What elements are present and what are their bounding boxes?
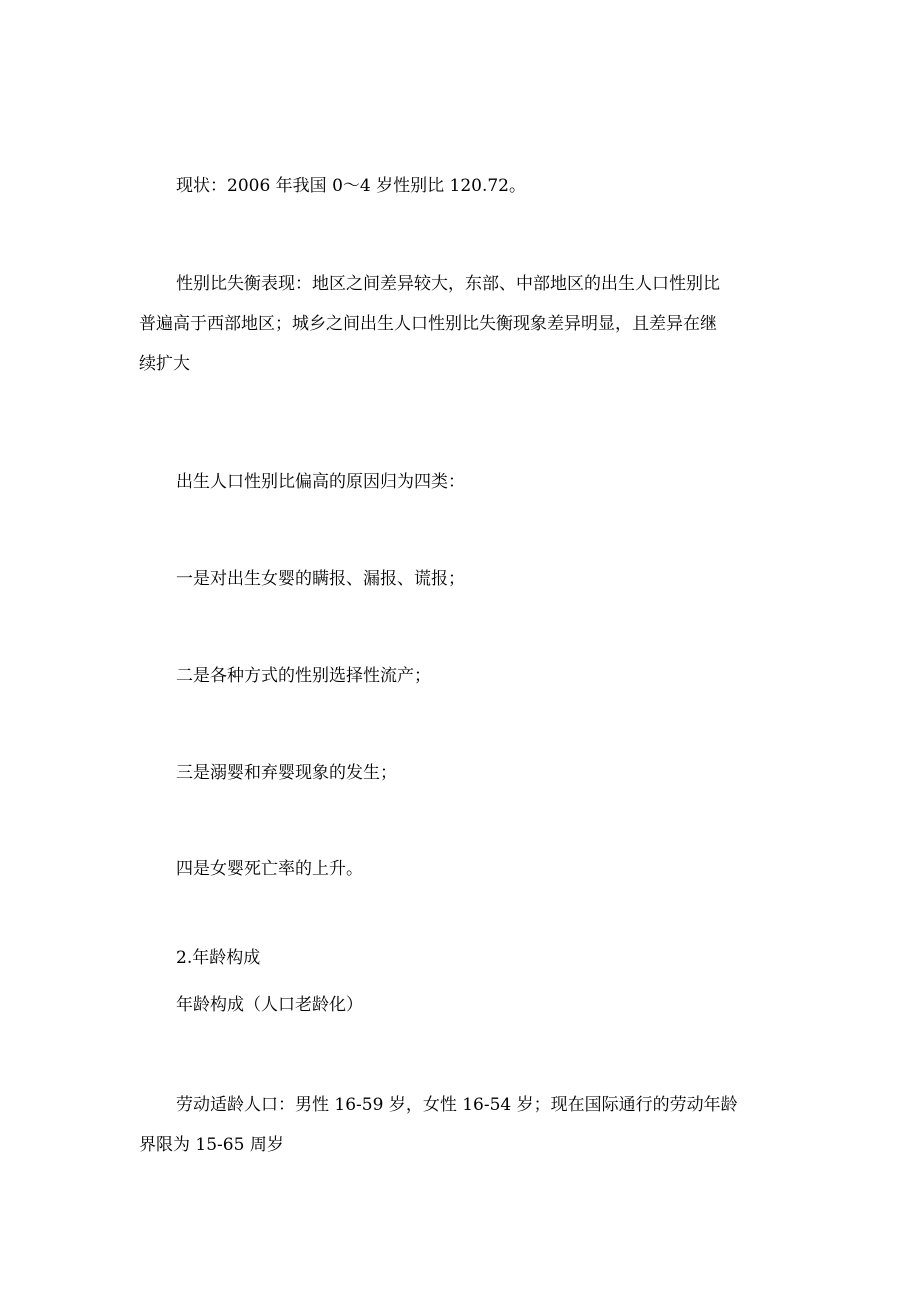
paragraph-working-age-population [139, 1085, 789, 1165]
text-line: 四是女婴死亡率的上升。 [176, 859, 363, 879]
paragraph-cause-four [139, 849, 789, 889]
text-line: 一是对出生女婴的瞒报、漏报、谎报； [176, 569, 465, 589]
paragraph-current-status [139, 166, 789, 206]
text-line: 现状：2006 年我国 0～4 岁性别比 120.72。 [176, 176, 526, 196]
text-line: 三是溺婴和弃婴现象的发生； [176, 763, 397, 783]
text-line: 续扩大 [139, 354, 190, 374]
text-line: 性别比失衡表现：地区之间差异较大，东部、中部地区的出生人口性别比 [176, 274, 720, 294]
paragraph-imbalance-manifestation [139, 264, 789, 384]
paragraph-causes-intro [139, 462, 789, 502]
text-line: 二是各种方式的性别选择性流产； [176, 666, 431, 686]
text-line: 劳动适龄人口：男性 16-59 岁，女性 16-54 岁；现在国际通行的劳动年龄 [176, 1095, 738, 1115]
text-line: 年龄构成（人口老龄化） [176, 995, 363, 1015]
text-line: 普遍高于西部地区；城乡之间出生人口性别比失衡现象差异明显，且差异在继 [139, 314, 717, 334]
text-line: 界限为 15-65 周岁 [139, 1135, 284, 1155]
paragraph-age-structure-aging [139, 985, 789, 1025]
paragraph-cause-one [139, 559, 789, 599]
text-line: 2.年龄构成 [176, 948, 261, 968]
paragraph-cause-two [139, 656, 789, 696]
paragraph-cause-three [139, 753, 789, 793]
text-line: 出生人口性别比偏高的原因归为四类： [176, 472, 465, 492]
section-heading-age-structure [139, 938, 789, 978]
